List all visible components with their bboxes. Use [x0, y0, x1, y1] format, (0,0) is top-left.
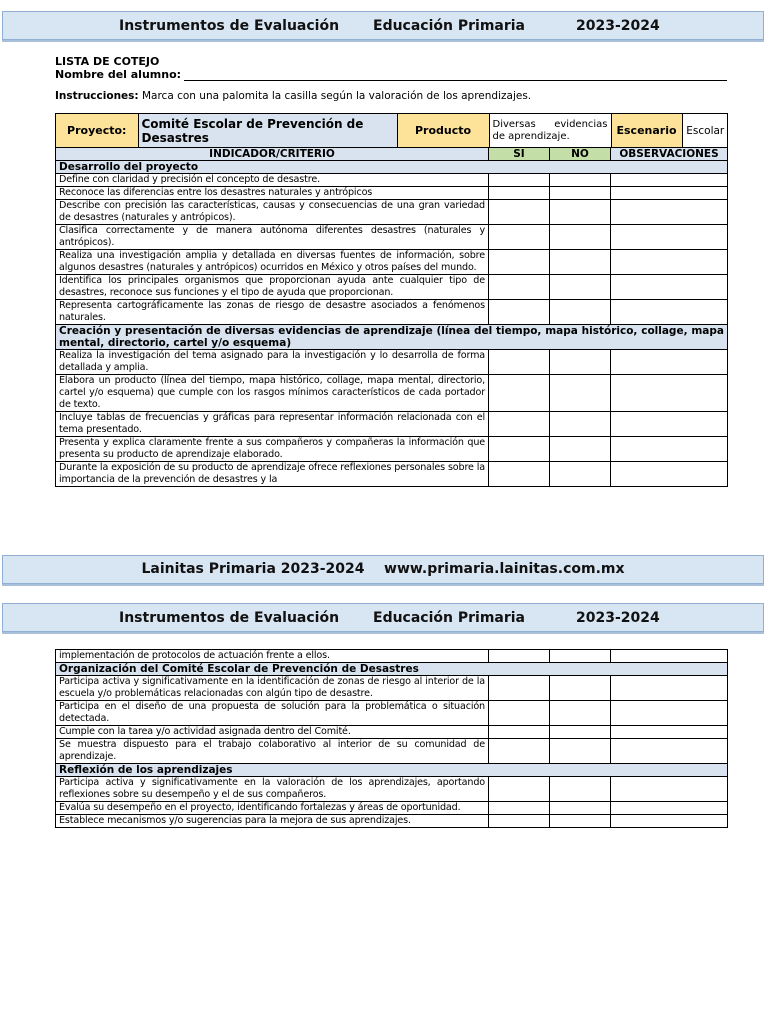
observations-cell[interactable]: [611, 350, 728, 375]
no-cell[interactable]: [550, 676, 611, 701]
yes-cell[interactable]: [489, 676, 550, 701]
no-cell[interactable]: [550, 174, 611, 187]
criterion-text: Participa activa y significativamente en la identificación de zonas de riesgo al interior de la escuela y/o problemáticas relacionadas con algún tipo de desastre.: [56, 676, 489, 701]
yes-cell[interactable]: [489, 275, 550, 300]
table-row: [56, 250, 728, 275]
table-row: [56, 437, 728, 462]
yes-cell[interactable]: [489, 650, 550, 663]
col-criterion: INDICADOR/CRITERIO: [56, 148, 489, 161]
no-cell[interactable]: [550, 739, 611, 764]
instructions: [55, 90, 727, 103]
criterion-text: Clasifica correctamente y de manera autónoma diferentes desastres (naturales y antrópicos).: [56, 225, 489, 250]
section-title: Reflexión de los aprendizajes: [56, 764, 728, 777]
criterion-text: Se muestra dispuesto para el trabajo colaborativo al interior de su comunidad de aprendizaje.: [56, 739, 489, 764]
table-row: [56, 739, 728, 764]
no-cell[interactable]: [550, 350, 611, 375]
observations-cell[interactable]: [611, 225, 728, 250]
section-row: [56, 764, 728, 777]
footer-site-name: Lainitas Primaria 2023-2024: [141, 561, 365, 577]
section-title: Creación y presentación de diversas evidencias de aprendizaje (línea del tiempo, mapa histórico, collage, mapa mental, directorio, cartel y/o esquema): [56, 325, 728, 350]
observations-cell[interactable]: [611, 187, 728, 200]
observations-cell[interactable]: [611, 726, 728, 739]
observations-cell[interactable]: [611, 462, 728, 487]
page-footer-banner: [2, 555, 764, 584]
table-row: [56, 676, 728, 701]
observations-cell[interactable]: [611, 300, 728, 325]
yes-cell[interactable]: [489, 815, 550, 828]
column-header-row: [56, 148, 728, 161]
table-row: [56, 275, 728, 300]
observations-cell[interactable]: [611, 650, 728, 663]
product-value: Diversas evidencias de aprendizaje.: [489, 114, 611, 147]
table-row: [56, 300, 728, 325]
no-cell[interactable]: [550, 462, 611, 487]
yes-cell[interactable]: [489, 437, 550, 462]
document-heading: [55, 55, 727, 103]
section-row: [56, 325, 728, 350]
yes-cell[interactable]: [489, 726, 550, 739]
no-cell[interactable]: [550, 275, 611, 300]
no-cell[interactable]: [550, 701, 611, 726]
observations-cell[interactable]: [611, 200, 728, 225]
table-row: [56, 462, 728, 487]
yes-cell[interactable]: [489, 200, 550, 225]
no-cell[interactable]: [550, 650, 611, 663]
no-cell[interactable]: [550, 815, 611, 828]
table-row: [56, 187, 728, 200]
student-name-line: [55, 68, 727, 81]
col-no: NO: [550, 148, 611, 161]
criterion-text: Reconoce las diferencias entre los desastres naturales y antrópicos: [56, 187, 489, 200]
criterion-text: Cumple con la tarea y/o actividad asignada dentro del Comité.: [56, 726, 489, 739]
header-year: 2023-2024: [576, 18, 660, 34]
observations-cell[interactable]: [611, 437, 728, 462]
yes-cell[interactable]: [489, 174, 550, 187]
project-name: Comité Escolar de Prevención de Desastres: [138, 114, 397, 147]
table-row: [56, 650, 728, 663]
no-cell[interactable]: [550, 412, 611, 437]
yes-cell[interactable]: [489, 375, 550, 412]
yes-cell[interactable]: [489, 412, 550, 437]
scenario-value: Escolar: [686, 124, 725, 137]
criterion-text: Participa activa y significativamente en la valoración de los aprendizajes, aportando reflexiones sobre su desempeño y el de sus compañeros.: [56, 777, 489, 802]
observations-cell[interactable]: [611, 701, 728, 726]
section-row: [56, 663, 728, 676]
table-row: [56, 375, 728, 412]
table-row: [56, 726, 728, 739]
student-name-field[interactable]: [184, 69, 727, 81]
checklist-table-continued: [55, 649, 728, 828]
observations-cell[interactable]: [611, 676, 728, 701]
no-cell[interactable]: [550, 802, 611, 815]
scenario-label: Escenario: [611, 114, 682, 147]
criterion-text: Realiza una investigación amplia y detallada en diversas fuentes de información, sobre algunos desastres (naturales y antrópicos) ocurridos en México y otros países del mundo.: [56, 250, 489, 275]
criterion-text: implementación de protocolos de actuación frente a ellos.: [56, 650, 489, 663]
table-row: [56, 225, 728, 250]
yes-cell[interactable]: [489, 701, 550, 726]
section-title: Organización del Comité Escolar de Prevención de Desastres: [56, 663, 728, 676]
criterion-text: Evalúa su desempeño en el proyecto, identificando fortalezas y áreas de oportunidad.: [56, 802, 489, 815]
yes-cell[interactable]: [489, 187, 550, 200]
yes-cell[interactable]: [489, 250, 550, 275]
no-cell[interactable]: [550, 300, 611, 325]
table-row: [56, 412, 728, 437]
project-label: Proyecto:: [56, 114, 138, 147]
table-row: [56, 350, 728, 375]
criterion-text: Identifica los principales organismos que proporcionan ayuda ante cualquier tipo de desastres, reconoce sus funciones y el tipo de ayuda que proporcionan.: [56, 275, 489, 300]
observations-cell[interactable]: [611, 412, 728, 437]
criterion-text: Durante la exposición de su producto de aprendizaje ofrece reflexiones personales sobre la importancia de la prevención de desastres y la: [56, 462, 489, 487]
no-cell[interactable]: [550, 225, 611, 250]
header-title: Instrumentos de Evaluación: [119, 18, 340, 34]
no-cell[interactable]: [550, 187, 611, 200]
table-row: [56, 777, 728, 802]
criterion-text: Realiza la investigación del tema asignado para la investigación y lo desarrolla de forma detallada y amplia.: [56, 350, 489, 375]
table-row: [56, 802, 728, 815]
checklist-table: [55, 113, 728, 487]
yes-cell[interactable]: [489, 300, 550, 325]
observations-cell[interactable]: [611, 250, 728, 275]
criterion-text: Describe con precisión las características, causas y consecuencias de una gran variedad de desastres (naturales y antrópicos).: [56, 200, 489, 225]
criterion-text: Elabora un producto (línea del tiempo, mapa histórico, collage, mapa mental, directorio, cartel y/o esquema) que cumple con los rasgos mínimos característicos de cada portador de texto.: [56, 375, 489, 412]
page-header-banner: [2, 603, 764, 632]
yes-cell[interactable]: [489, 739, 550, 764]
yes-cell[interactable]: [489, 777, 550, 802]
criterion-text: Participa en el diseño de una propuesta de solución para la problemática o situación detectada.: [56, 701, 489, 726]
no-cell[interactable]: [550, 437, 611, 462]
observations-cell[interactable]: [611, 174, 728, 187]
criterion-text: Define con claridad y precisión el concepto de desastre.: [56, 174, 489, 187]
header-level: Educación Primaria: [373, 18, 526, 34]
criterion-text: Establece mecanismos y/o sugerencias para la mejora de sus aprendizajes.: [56, 815, 489, 828]
header-title: Instrumentos de Evaluación: [119, 610, 340, 626]
col-yes: SI: [489, 148, 550, 161]
yes-cell[interactable]: [489, 350, 550, 375]
no-cell[interactable]: [550, 250, 611, 275]
col-observations: OBSERVACIONES: [611, 148, 728, 161]
observations-cell[interactable]: [611, 375, 728, 412]
no-cell[interactable]: [550, 200, 611, 225]
no-cell[interactable]: [550, 375, 611, 412]
product-label: Producto: [397, 114, 489, 147]
criterion-text: Presenta y explica claramente frente a sus compañeros y compañeras la información que presenta su producto de aprendizaje elaborado.: [56, 437, 489, 462]
page-header-banner: [2, 11, 764, 40]
yes-cell[interactable]: [489, 462, 550, 487]
student-name-label: Nombre del alumno:: [55, 68, 182, 81]
table-row: [56, 200, 728, 225]
no-cell[interactable]: [550, 726, 611, 739]
table-row: [56, 815, 728, 828]
footer-url[interactable]: www.primaria.lainitas.com.mx: [384, 561, 625, 577]
instructions-label: Instrucciones:: [55, 90, 139, 102]
observations-cell[interactable]: [611, 275, 728, 300]
observations-cell[interactable]: [611, 777, 728, 802]
no-cell[interactable]: [550, 777, 611, 802]
header-level: Educación Primaria: [373, 610, 526, 626]
observations-cell[interactable]: [611, 815, 728, 828]
project-row: [56, 114, 728, 148]
observations-cell[interactable]: [611, 739, 728, 764]
criterion-text: Representa cartográficamente las zonas de riesgo de desastre asociados a fenómenos naturales.: [56, 300, 489, 325]
yes-cell[interactable]: [489, 802, 550, 815]
yes-cell[interactable]: [489, 225, 550, 250]
table-row: [56, 174, 728, 187]
footer-text: [3, 556, 763, 582]
section-title: Desarrollo del proyecto: [56, 161, 728, 174]
table-row: [56, 701, 728, 726]
observations-cell[interactable]: [611, 802, 728, 815]
instructions-text: Marca con una palomita la casilla según la valoración de los aprendizajes.: [141, 90, 532, 102]
checklist-title: LISTA DE COTEJO: [55, 55, 160, 68]
header-year: 2023-2024: [576, 610, 660, 626]
section-row: [56, 161, 728, 174]
criterion-text: Incluye tablas de frecuencias y gráficas para representar información relacionada con el tema presentado.: [56, 412, 489, 437]
